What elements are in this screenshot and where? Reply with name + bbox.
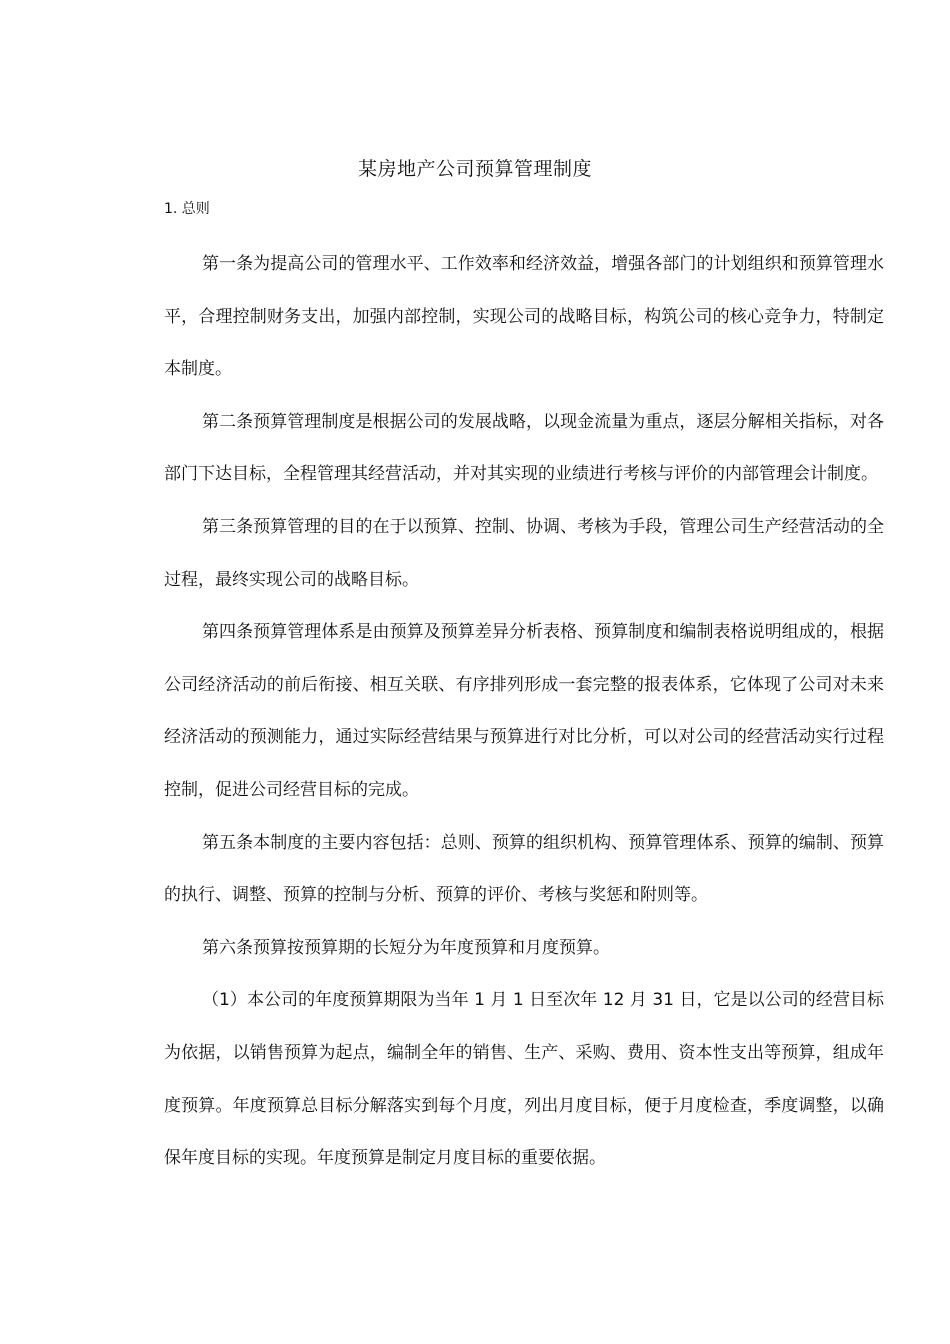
document-title: 某房地产公司预算管理制度	[357, 158, 592, 180]
paragraph-article-2: 第二条预算管理制度是根据公司的发展战略，以现金流量为重点，逐层分解相关指标，对各部门下达目标，全程管理其经营活动，并对其实现的业绩进行考核与评价的内部管理会计制度。	[164, 411, 884, 485]
section-heading: 1. 总则	[164, 201, 210, 217]
paragraph-article-3: 第三条预算管理的目的在于以预算、控制、协调、考核为手段，管理公司生产经营活动的全过程，最终实现公司的战略目标。	[164, 516, 884, 590]
paragraph-article-4: 第四条预算管理体系是由预算及预算差异分析表格、预算制度和编制表格说明组成的，根据公司经济活动的前后衔接、相互关联、有序排列形成一套完整的报表体系，它体现了公司对未来经济活动的预测能力，通过实际经营结果与预算进行对比分析，可以对公司的经营活动实行过程控制，促进公司经营目标的完成。	[164, 622, 884, 800]
paragraph-article-6: 第六条预算按预算期的长短分为年度预算和月度预算。	[202, 937, 610, 958]
document-body	[164, 238, 884, 1185]
paragraph-article-5: 第五条本制度的主要内容包括：总则、预算的组织机构、预算管理体系、预算的编制、预算的执行、调整、预算的控制与分析、预算的评价、考核与奖惩和附则等。	[164, 832, 884, 906]
paragraph-article-1: 第一条为提高公司的管理水平、工作效率和经济效益，增强各部门的计划组织和预算管理水平，合理控制财务支出，加强内部控制，实现公司的战略目标，构筑公司的核心竞争力，特制定本制度。	[164, 254, 884, 380]
paragraph-item-1: （1）本公司的年度预算期限为当年 1 月 1 日至次年 12 月 31 日，它是以公司的经营目标为依据，以销售预算为起点，编制全年的销售、生产、采购、费用、资本性支出等预算，组成年度预算。年度预算总目标分解落实到每个月度，列出月度目标，便于月度检查，季度调整，以确保年度目标的实现。年度预算是制定月度目标的重要依据。	[164, 990, 884, 1169]
